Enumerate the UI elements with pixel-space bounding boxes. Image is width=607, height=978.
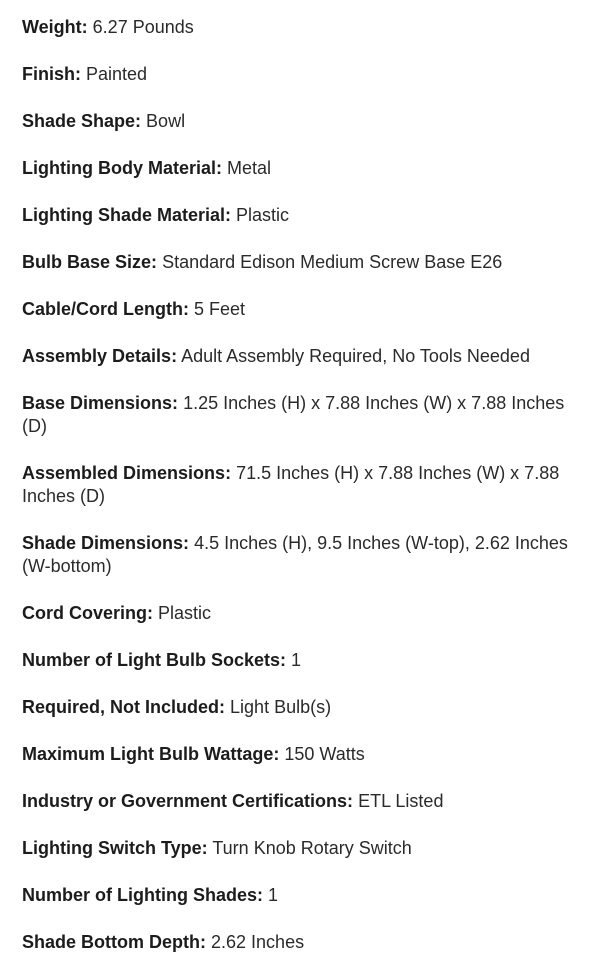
spec-label: Assembled Dimensions:	[22, 463, 232, 483]
spec-value: 150 Watts	[284, 744, 365, 764]
spec-value: Light Bulb(s)	[230, 697, 332, 717]
spec-label: Industry or Government Certifications:	[22, 791, 354, 811]
spec-value: Plastic	[158, 603, 212, 623]
spec-max-wattage	[22, 743, 587, 766]
spec-value: 1	[291, 650, 302, 670]
spec-value: Painted	[86, 64, 148, 84]
spec-label: Shade Bottom Depth:	[22, 932, 206, 952]
spec-assembled-dimensions	[22, 462, 587, 508]
spec-cord-covering	[22, 602, 587, 625]
spec-value: Bowl	[146, 111, 186, 131]
spec-label: Assembly Details:	[22, 346, 178, 366]
spec-assembly-details	[22, 345, 587, 368]
spec-label: Lighting Switch Type:	[22, 838, 208, 858]
spec-value: 5 Feet	[194, 299, 246, 319]
spec-label: Shade Dimensions:	[22, 533, 190, 553]
spec-shade-bottom-depth	[22, 931, 587, 954]
spec-value: 2.62 Inches	[211, 932, 305, 952]
spec-label: Lighting Shade Material:	[22, 205, 232, 225]
spec-shade-material	[22, 204, 587, 227]
spec-switch-type	[22, 837, 587, 860]
spec-cord-length	[22, 298, 587, 321]
spec-value: 6.27 Pounds	[92, 17, 194, 37]
spec-value: Adult Assembly Required, No Tools Needed	[181, 346, 530, 366]
spec-finish	[22, 63, 587, 86]
spec-value: Standard Edison Medium Screw Base E26	[162, 252, 503, 272]
spec-label: Finish:	[22, 64, 81, 84]
spec-bulb-sockets	[22, 649, 587, 672]
spec-label: Required, Not Included:	[22, 697, 226, 717]
spec-label: Shade Shape:	[22, 111, 142, 131]
spec-weight	[22, 16, 587, 39]
spec-required-not-included	[22, 696, 587, 719]
spec-value: 4.5 Inches (H), 9.5 Inches (W-top), 2.62 Inches (W-bottom)	[22, 533, 568, 576]
spec-certifications	[22, 790, 587, 813]
spec-label: Number of Lighting Shades:	[22, 885, 263, 905]
spec-label: Lighting Body Material:	[22, 158, 222, 178]
spec-label: Weight:	[22, 17, 88, 37]
spec-base-dimensions	[22, 392, 587, 438]
spec-value: Metal	[227, 158, 272, 178]
spec-body-material	[22, 157, 587, 180]
spec-label: Maximum Light Bulb Wattage:	[22, 744, 280, 764]
spec-value: 1.25 Inches (H) x 7.88 Inches (W) x 7.88 Inches (D)	[22, 393, 565, 436]
spec-label: Base Dimensions:	[22, 393, 179, 413]
spec-shade-dimensions	[22, 532, 587, 578]
spec-bulb-base-size	[22, 251, 587, 274]
spec-value: 1	[268, 885, 279, 905]
spec-lighting-shades	[22, 884, 587, 907]
spec-value: Plastic	[236, 205, 290, 225]
spec-value: 71.5 Inches (H) x 7.88 Inches (W) x 7.88 Inches (D)	[22, 463, 560, 506]
spec-label: Cable/Cord Length:	[22, 299, 189, 319]
spec-label: Number of Light Bulb Sockets:	[22, 650, 287, 670]
spec-value: ETL Listed	[358, 791, 444, 811]
spec-label: Cord Covering:	[22, 603, 154, 623]
spec-list	[22, 16, 587, 978]
spec-value: Turn Knob Rotary Switch	[212, 838, 412, 858]
spec-shade-shape	[22, 110, 587, 133]
spec-label: Bulb Base Size:	[22, 252, 158, 272]
